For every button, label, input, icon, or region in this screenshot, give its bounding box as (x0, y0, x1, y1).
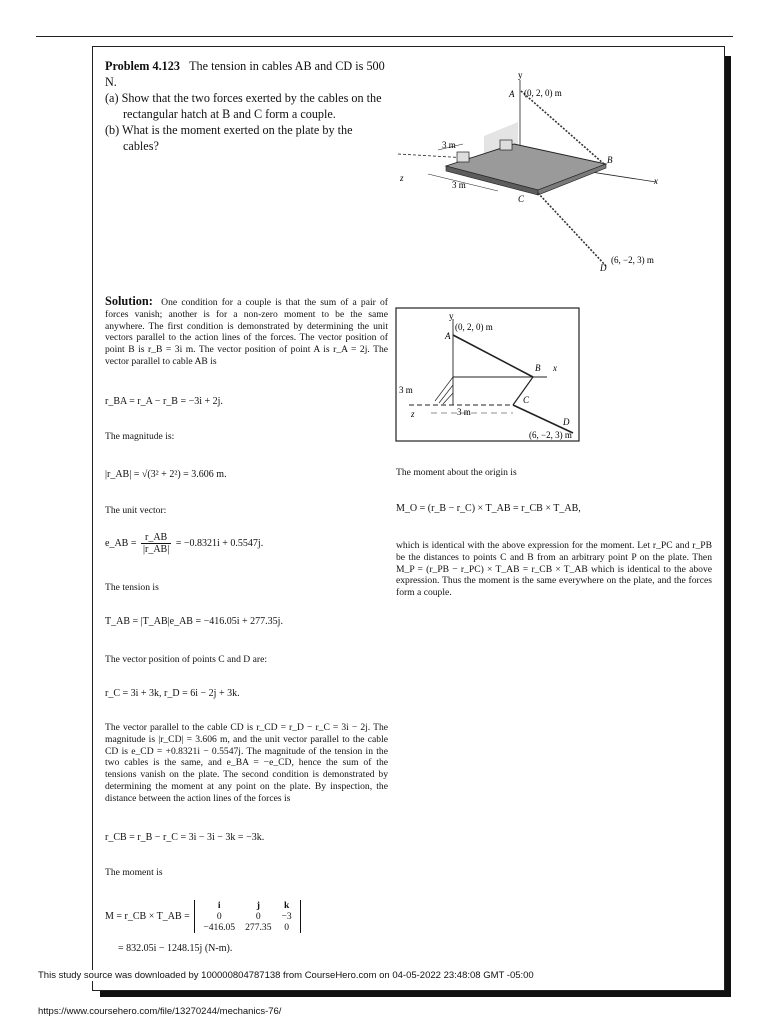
fig1-label-a: A (509, 89, 515, 99)
text-position: The vector position of points C and D are: (105, 654, 267, 665)
fraction (141, 532, 171, 555)
fig2-label-d: D (563, 417, 570, 427)
fig1-label-y: y (518, 70, 523, 80)
top-rule (36, 36, 733, 37)
fig1-dim-bottom: 3 m (452, 180, 466, 190)
equation-r-ba: r_BA = r_A − r_B = −3i + 2j. (105, 396, 223, 407)
fig2-coord-d: (6, −2, 3) m (529, 430, 572, 440)
fig1-label-x: x (654, 176, 658, 186)
equation-magnitude: |r_AB| = √(3² + 2²) = 3.606 m. (105, 469, 227, 480)
equation-moment-lhs: M = r_CB × T_AB = (105, 910, 190, 922)
fraction-denominator: |r_AB| (142, 544, 170, 555)
download-notice: This study source was downloaded by 100000804787138 from CourseHero.com on 04-05-2022 23:48:08 GMT -05:00 (38, 970, 534, 981)
det-cell: i (217, 900, 221, 911)
det-cell: k (283, 900, 290, 911)
det-cell: j (256, 900, 260, 911)
fig2-label-x: x (553, 363, 557, 373)
problem-title: Problem 4.123 (105, 59, 180, 73)
det-cell: 0 (284, 922, 289, 933)
fig2-label-z: z (411, 409, 415, 419)
fig2-label-b: B (535, 363, 541, 373)
text-unit-vector: The unit vector: (105, 505, 167, 516)
fig2-label-y: y (449, 311, 454, 321)
fig1-label-b: B (607, 155, 613, 165)
det-row (198, 900, 296, 911)
problem-part-b: (b) What is the moment exerted on the plate by the cables? (105, 123, 353, 153)
frame-shadow-bottom (100, 990, 731, 997)
det-cell: −416.05 (203, 922, 236, 933)
equation-unit-rhs: = −0.8321i + 0.5547j. (175, 537, 264, 549)
solution-p2: The vector parallel to the cable CD is r_CD = r_D − r_C = 3i − 2j. The magnitude is |r_CD| = 3.606 m, and the unit vector parallel to the cable CD is e_CD = +0.8321i − 0.5547j. The magnitude of the tension in the two cables is the same, and e_BA = −e_CD, hence the sum of the tensions vanish on the plate. The second condition is demonstrated by determining the moment at any point on the plate. By inspection, the distance between the action lines of the forces is (105, 722, 388, 804)
equation-unit-vector (105, 532, 263, 555)
equation-origin-moment: M_O = (r_B − r_C) × T_AB = r_CB × T_AB, (396, 503, 581, 514)
det-cell: −3 (281, 911, 292, 922)
cable-cd (538, 193, 606, 266)
frame-shadow-right (725, 56, 731, 997)
fig1-coord-a: (0, 2, 0) m (524, 88, 562, 98)
solution-p1: One condition for a couple is that the sum of a pair of forces vanish; another is for a non-zero moment to be the same anywhere. The first condition is demonstrated by determining the unit vectors parallel to the action lines of the forces. The vector position of point B is r_B = 3i m. The vector position of point A is r_A = 2j. The vector parallel to cable AB is (105, 297, 388, 367)
fig1-coord-d: (6, −2, 3) m (611, 255, 654, 265)
fig2-dim-left: 3 m (399, 385, 413, 395)
fig2-label-c: C (523, 395, 530, 405)
problem-parts (105, 90, 387, 154)
problem-text: The tension in cables AB and CD is 500 N. (105, 59, 385, 89)
det-row (198, 911, 296, 922)
solution-p3: which is identical with the above expression for the moment. Let r_PC and r_PB be the distances to points C and B from an arbitrary point P on the plate. Then M_P = (r_PB − r_PC) × T_AB = r_CB × T_AB which is identical to the above expression. Thus the moment is the same everywhere on the plate, and the forces form a couple. (396, 540, 712, 599)
equation-r-cb: r_CB = r_B − r_C = 3i − 3i − 3k = −3k. (105, 832, 265, 843)
source-url[interactable]: https://www.coursehero.com/file/13270244/mechanics-76/ (38, 1006, 282, 1017)
fraction-numerator: r_AB (141, 532, 171, 544)
equation-moment-result: = 832.05i − 1248.15j (N-m). (118, 943, 233, 954)
schematic-figure (395, 305, 583, 445)
det-cell: 277.35 (245, 922, 272, 933)
equation-moment (105, 900, 301, 933)
fig2-label-a: A (445, 331, 451, 341)
solution-intro (105, 296, 388, 368)
det-cell: 0 (255, 911, 261, 922)
problem-statement (105, 58, 387, 154)
determinant (194, 900, 300, 933)
text-moment: The moment is (105, 867, 163, 878)
equation-tension: T_AB = |T_AB|e_AB = −416.05i + 277.35j. (105, 616, 283, 627)
fig2-coord-a: (0, 2, 0) m (455, 322, 493, 332)
fig2-dim-bottom: 3 m (457, 407, 471, 417)
det-cell: 0 (216, 911, 222, 922)
fig1-label-c: C (518, 194, 525, 204)
fig1-dim-top: 3 m (442, 140, 456, 150)
hinge-left (457, 152, 469, 162)
fig1-label-d: D (600, 263, 607, 273)
text-origin-moment: The moment about the origin is (396, 467, 517, 478)
text-tension: The tension is (105, 582, 159, 593)
problem-part-a: (a) Show that the two forces exerted by the cables on the rectangular hatch at B and C form a couple. (105, 91, 382, 121)
hatch-plate (446, 144, 606, 190)
hatch-figure (388, 66, 688, 284)
hinge-right (500, 140, 512, 150)
equation-unit-lhs: e_AB = (105, 537, 137, 549)
equation-positions: r_C = 3i + 3k, r_D = 6i − 2j + 3k. (105, 688, 240, 699)
det-row (198, 922, 296, 933)
text-magnitude: The magnitude is: (105, 431, 175, 442)
fig1-label-z: z (400, 173, 404, 183)
solution-heading: Solution: (105, 294, 153, 308)
